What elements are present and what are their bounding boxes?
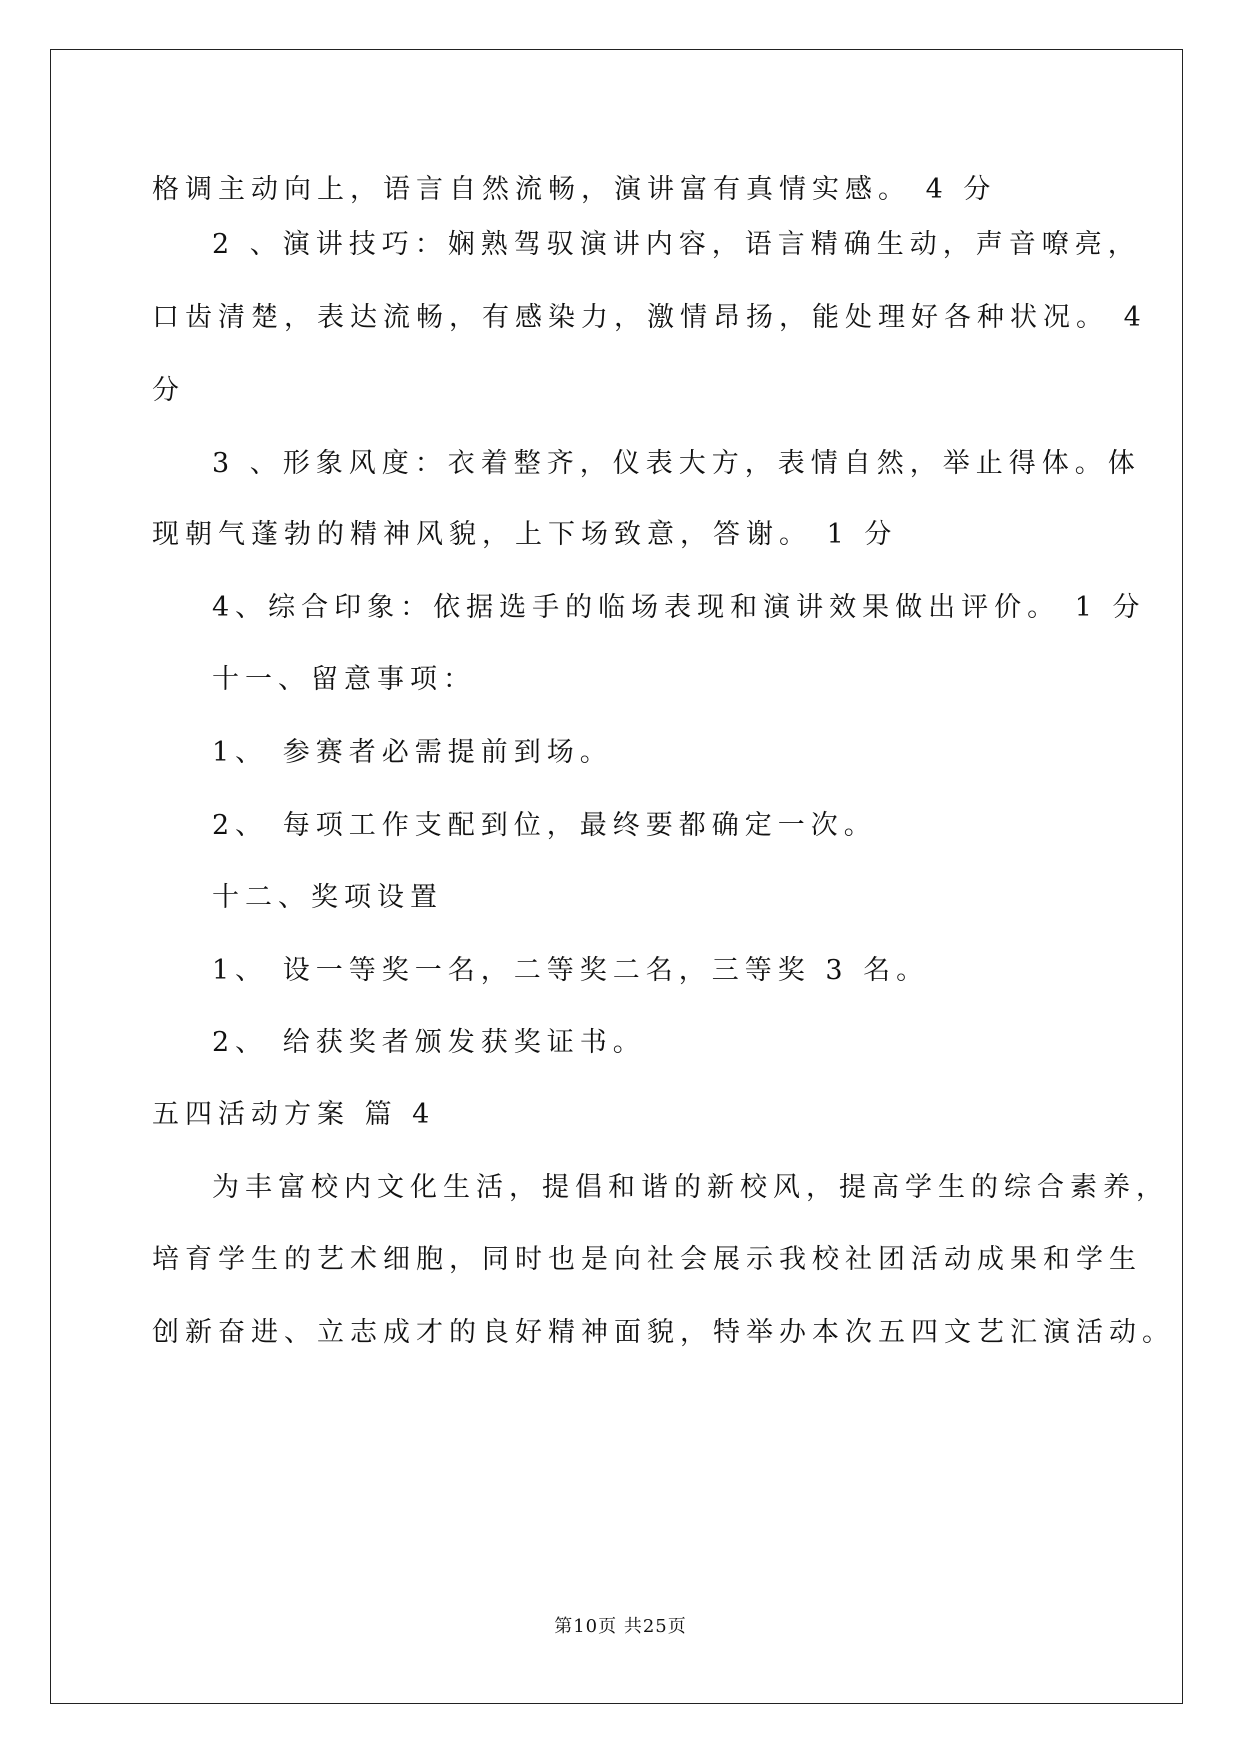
text-line: 现朝气蓬勃的精神风貌，上下场致意，答谢。 1 分 xyxy=(152,519,898,550)
text-line: 4、综合印象：依据选手的临场表现和演讲效果做出评价。 1 分 xyxy=(212,592,1146,623)
list-item: 2、 给获奖者颁发获奖证书。 xyxy=(212,1027,646,1058)
section-heading: 十二、奖项设置 xyxy=(212,882,443,913)
list-item: 1、 参赛者必需提前到场。 xyxy=(212,737,613,768)
text-line: 口齿清楚，表达流畅，有感染力，激情昂扬，能处理好各种状况。 4 xyxy=(152,302,1147,333)
text-line: 创新奋进、立志成才的良好精神面貌，特举办本次五四文艺汇演活动。 xyxy=(152,1317,1175,1348)
document-heading: 五四活动方案 篇 4 xyxy=(152,1099,436,1130)
list-item: 1、 设一等奖一名，二等奖二名，三等奖 3 名。 xyxy=(212,955,930,986)
text-line: 格调主动向上，语言自然流畅，演讲富有真情实感。 4 分 xyxy=(152,174,997,205)
text-line: 分 xyxy=(152,375,185,406)
page-number: 第10页 共25页 xyxy=(554,1616,687,1637)
list-item: 2、 每项工作支配到位，最终要都确定一次。 xyxy=(212,810,877,841)
text-line: 为丰富校内文化生活，提倡和谐的新校风，提高学生的综合素养， xyxy=(212,1172,1169,1203)
section-heading: 十一、留意事项： xyxy=(212,664,476,695)
text-line: 培育学生的艺术细胞，同时也是向社会展示我校社团活动成果和学生 xyxy=(152,1244,1142,1275)
text-line: 3 、形象风度：衣着整齐，仪表大方，表情自然，举止得体。体 xyxy=(212,448,1141,479)
text-line: 2 、演讲技巧：娴熟驾驭演讲内容，语言精确生动，声音嘹亮， xyxy=(212,229,1141,260)
